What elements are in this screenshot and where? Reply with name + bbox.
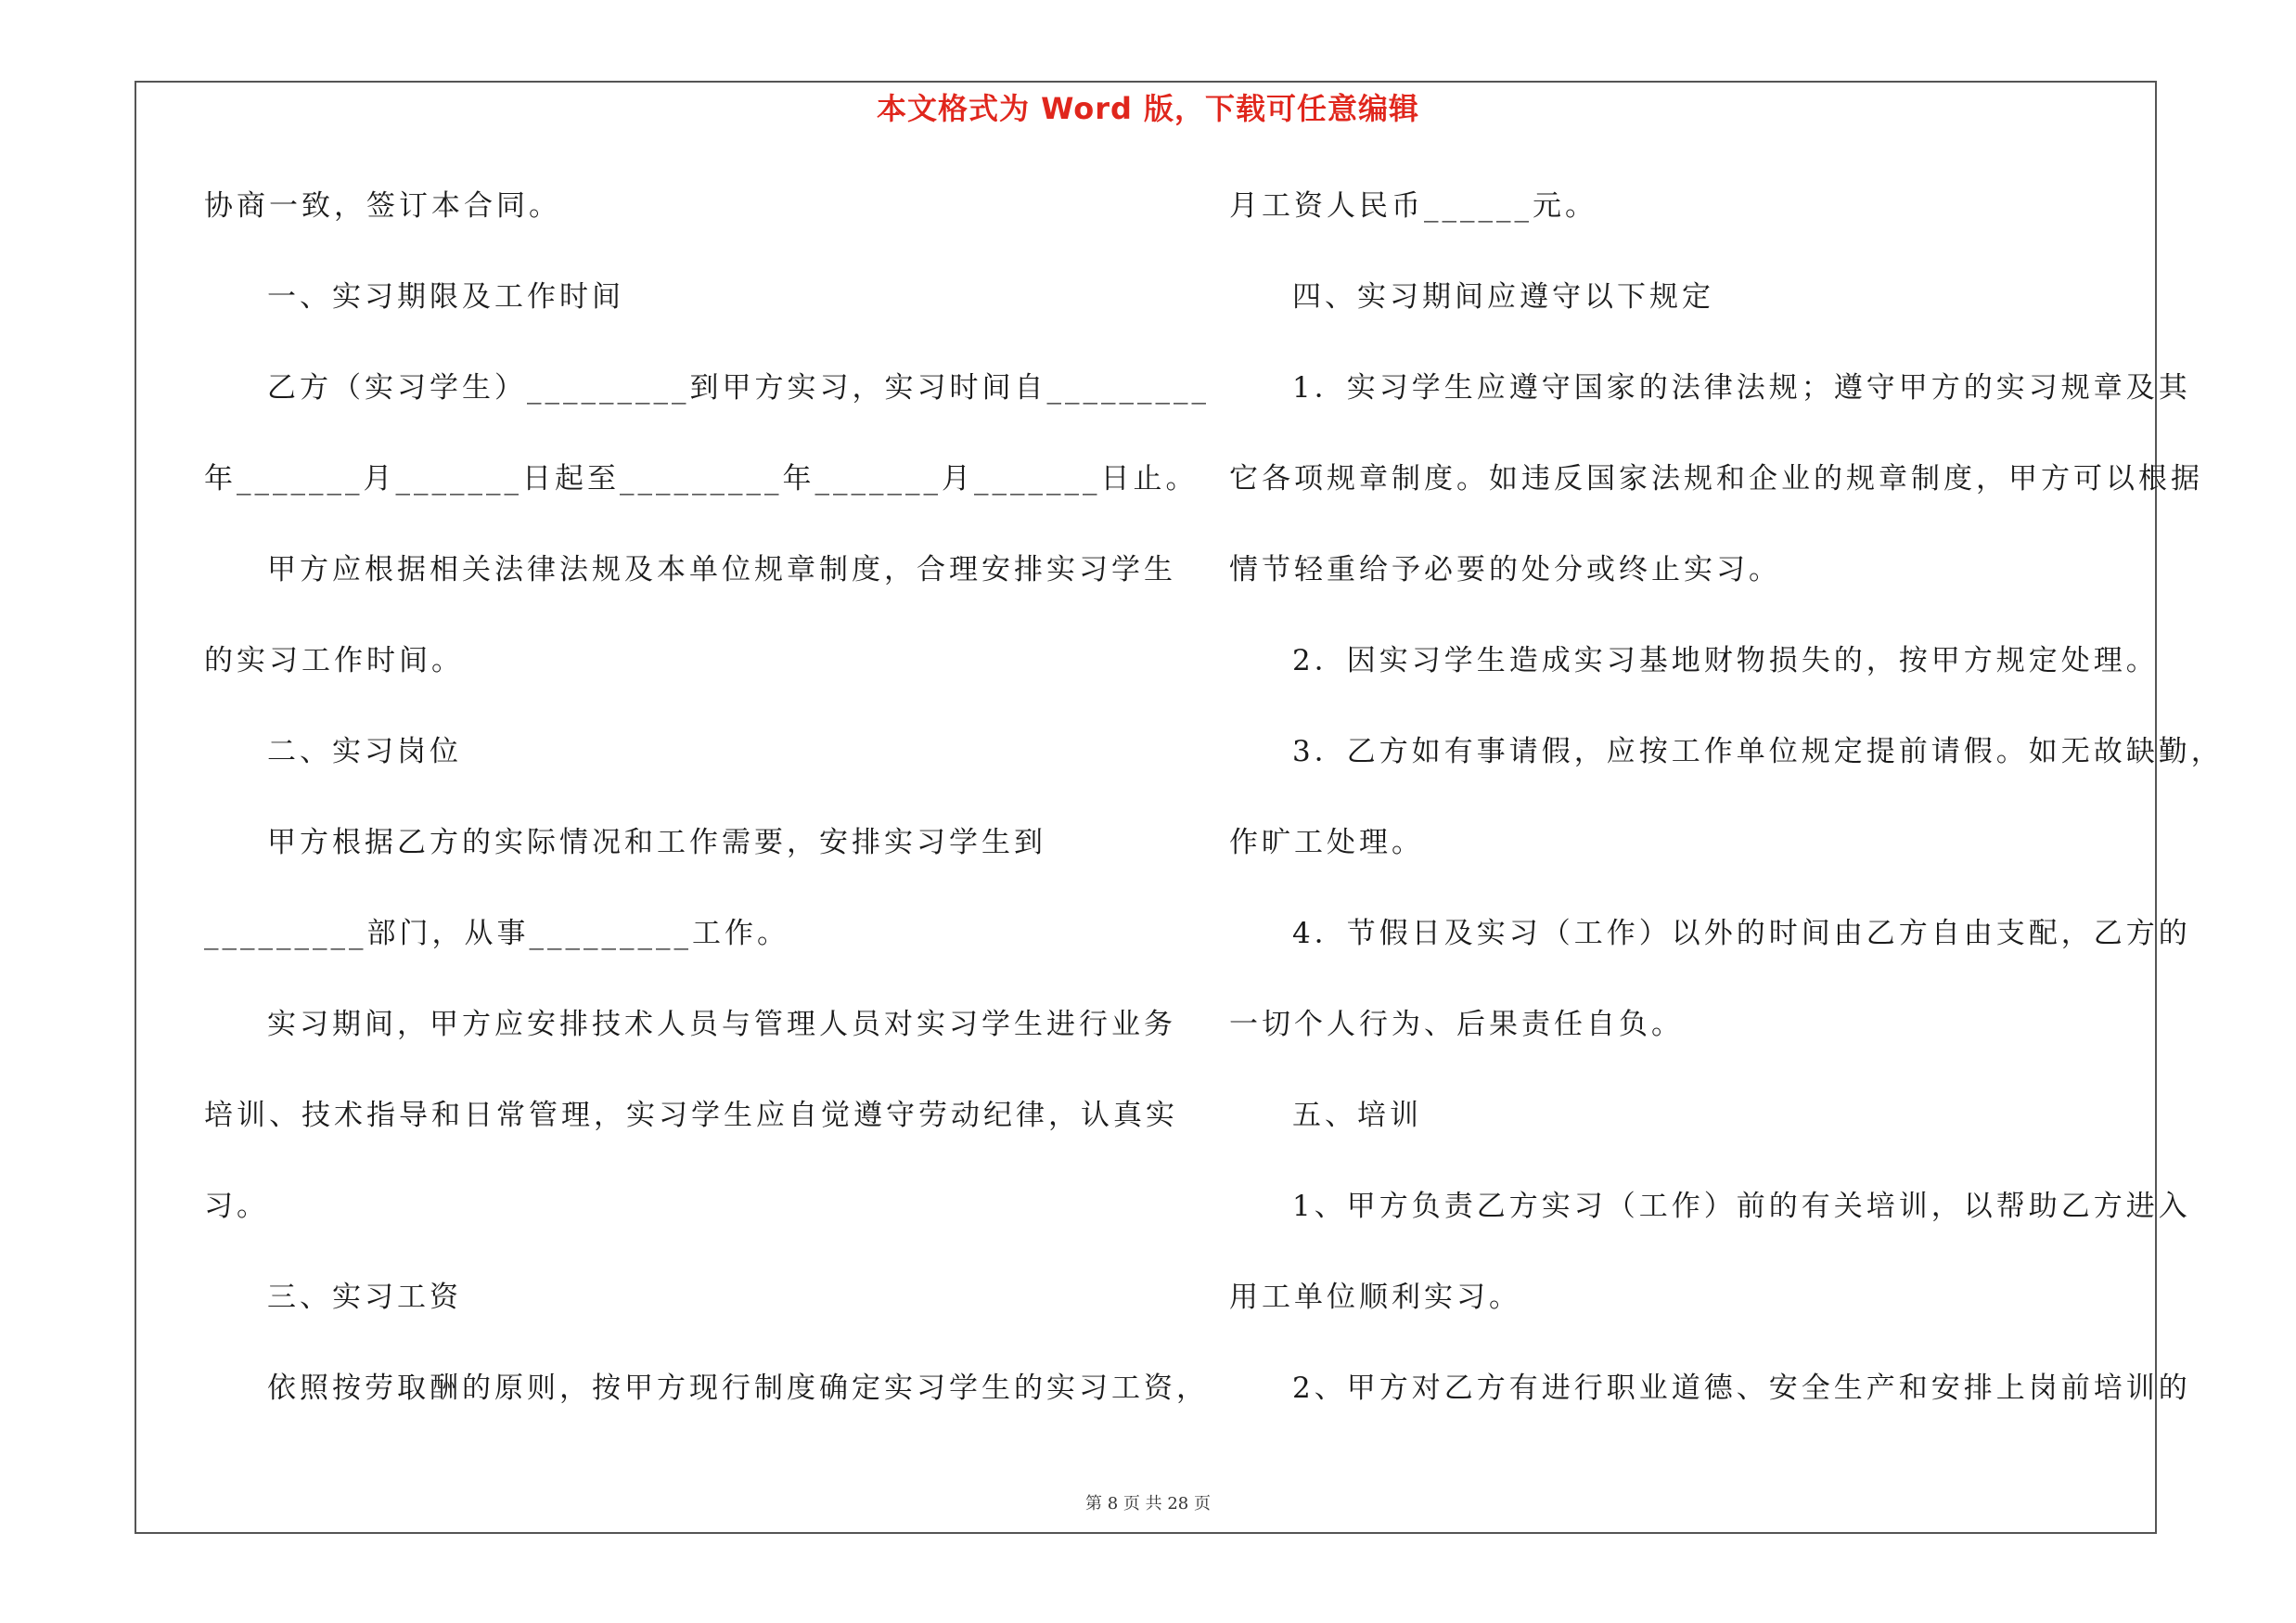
paragraph-line: 甲方根据乙方的实际情况和工作需要，安排实习学生到 <box>267 826 1046 859</box>
format-banner: 本文格式为 Word 版，下载可任意编辑 <box>876 91 1420 126</box>
left-column <box>204 186 1210 1459</box>
paragraph-line: 二、实习岗位 <box>267 735 462 768</box>
paragraph-line: 3．乙方如有事请假，应按工作单位规定提前请假。如无故缺勤， <box>1292 735 2224 768</box>
paragraph-line: 年_______月_______日起至_________年_______月_______日止。 <box>204 462 1199 496</box>
right-column <box>1229 186 2224 1459</box>
paragraph-line: 一、实习期限及工作时间 <box>267 280 624 314</box>
paragraph-line: 4．节假日及实习（工作）以外的时间由乙方自由支配，乙方的 <box>1292 917 2191 950</box>
paragraph-line: 2．因实习学生造成实习基地财物损失的，按甲方规定处理。 <box>1292 644 2159 677</box>
paragraph-line: 2、甲方对乙方有进行职业道德、安全生产和安排上岗前培训的 <box>1292 1372 2191 1405</box>
paragraph-line: 协商一致，签订本合同。 <box>204 189 561 223</box>
paragraph-line: 情节轻重给予必要的处分或终止实习。 <box>1229 553 1781 586</box>
paragraph-line: 它各项规章制度。如违反国家法规和企业的规章制度，甲方可以根据 <box>1229 462 2203 496</box>
paragraph-line: 1、甲方负责乙方实习（工作）前的有关培训，以帮助乙方进入 <box>1292 1190 2191 1223</box>
paragraph-line: 作旷工处理。 <box>1229 826 1424 859</box>
paragraph-line: 习。 <box>204 1190 269 1223</box>
paragraph-line: _________部门，从事_________工作。 <box>204 917 789 950</box>
paragraph-line: 四、实习期间应遵守以下规定 <box>1292 280 1714 314</box>
paragraph-line: 五、培训 <box>1292 1099 1422 1132</box>
paragraph-line: 甲方应根据相关法律法规及本单位规章制度，合理安排实习学生 <box>267 553 1176 586</box>
paragraph-line: 依照按劳取酬的原则，按甲方现行制度确定实习学生的实习工资， <box>267 1372 1209 1405</box>
paragraph-line: 用工单位顺利实习。 <box>1229 1281 1521 1314</box>
paragraph-line: 三、实习工资 <box>267 1281 462 1314</box>
paragraph-line: 月工资人民币______元。 <box>1229 189 1597 223</box>
paragraph-line: 1．实习学生应遵守国家的法律法规；遵守甲方的实习规章及其 <box>1292 371 2191 405</box>
paragraph-line: 一切个人行为、后果责任自负。 <box>1229 1008 1684 1041</box>
paragraph-line: 的实习工作时间。 <box>204 644 464 677</box>
paragraph-line: 乙方（实习学生）_________到甲方实习，实习时间自_________ <box>267 371 1210 405</box>
paragraph-line: 培训、技术指导和日常管理，实习学生应自觉遵守劳动纪律，认真实 <box>204 1099 1178 1132</box>
page-number-footer: 第 8 页 共 28 页 <box>1085 1494 1211 1514</box>
paragraph-line: 实习期间，甲方应安排技术人员与管理人员对实习学生进行业务 <box>267 1008 1176 1041</box>
